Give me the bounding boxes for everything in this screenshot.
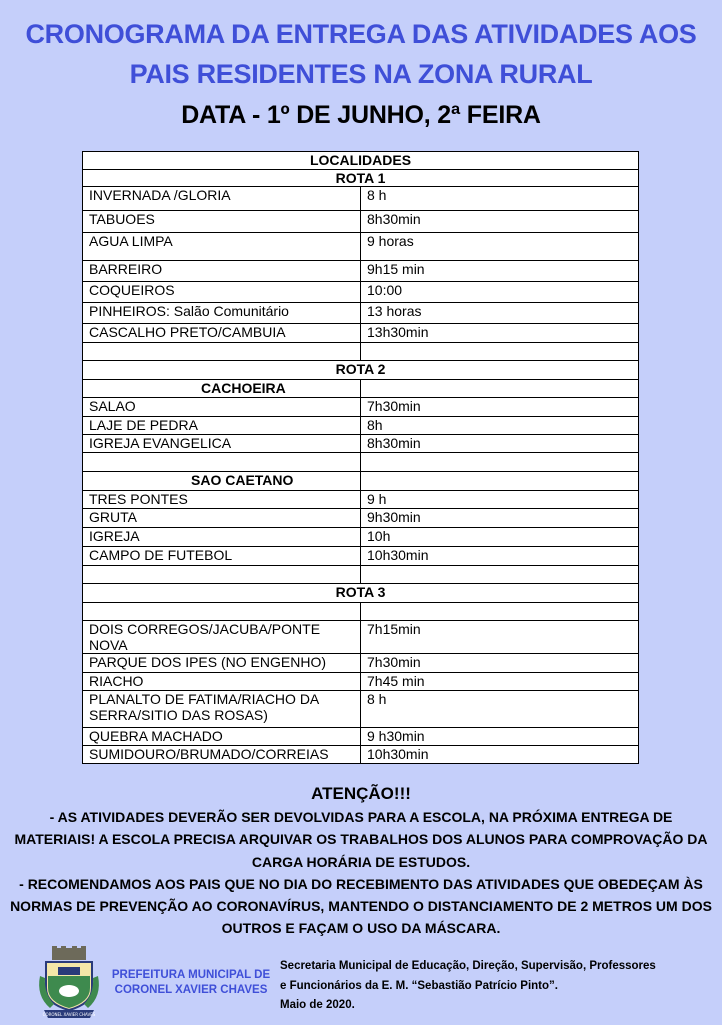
- time-cell: 13 horas: [361, 303, 639, 324]
- schedule-table-container: [82, 151, 639, 764]
- note-prevention: - RECOMENDAMOS AOS PAIS QUE NO DIA DO RECEBIMENTO DAS ATIVIDADES QUE OBEDEÇAM ÀS NORMAS DE PREVENÇÃO AO CORONAVÍRUS, MANTENDO O DISTANCIAMENTO DE 2 METROS UM DOS OUTROS E FAÇAM O USO DA MÁSCARA.: [10, 875, 712, 937]
- table-row: [83, 509, 639, 528]
- time-cell: 7h45 min: [361, 673, 639, 691]
- table-row: [83, 233, 639, 261]
- empty-row: [83, 343, 639, 361]
- table-row: [83, 728, 639, 746]
- title-line-2: PAIS RESIDENTES NA ZONA RURAL: [129, 59, 593, 89]
- empty-row: [83, 453, 639, 472]
- place-cell: QUEBRA MACHADO: [83, 728, 361, 746]
- attention-heading: ATENÇÃO!!!: [311, 784, 411, 803]
- signature-line-2: e Funcionários da E. M. “Sebastião Patrício Pinto”.: [280, 979, 558, 992]
- place-cell: TRES PONTES: [83, 491, 361, 509]
- place-cell: COQUEIROS: [83, 282, 361, 303]
- place-cell: DOIS CORREGOS/JACUBA/PONTE NOVA: [83, 621, 361, 654]
- signature-line-1: Secretaria Municipal de Educação, Direção, Supervisão, Professores: [280, 960, 656, 972]
- place-cell: CASCALHO PRETO/CAMBUIA: [83, 324, 361, 343]
- place-cell: AGUA LIMPA: [83, 233, 361, 261]
- time-cell: 8h: [361, 417, 639, 435]
- time-cell: 9h30min: [361, 509, 639, 528]
- time-cell: 7h15min: [361, 621, 639, 654]
- table-row: [83, 435, 639, 453]
- place-cell: PINHEIROS: Salão Comunitário: [83, 303, 361, 324]
- group-row: [83, 380, 639, 398]
- table-row: [83, 547, 639, 566]
- route-2-label: ROTA 2: [83, 361, 639, 380]
- place-cell: LAJE DE PEDRA: [83, 417, 361, 435]
- schedule-table: [82, 151, 639, 764]
- route-3-label: ROTA 3: [83, 584, 639, 603]
- empty-row: [83, 603, 639, 621]
- place-cell: PARQUE DOS IPES (NO ENGENHO): [83, 654, 361, 673]
- localidades-heading: LOCALIDADES: [83, 152, 639, 170]
- attention-notes: [8, 806, 714, 940]
- table-row: [83, 398, 639, 417]
- place-cell: RIACHO: [83, 673, 361, 691]
- route-row: [83, 170, 639, 187]
- table-row: [83, 417, 639, 435]
- table-row: [83, 528, 639, 547]
- time-cell: 8 h: [361, 187, 639, 211]
- table-row: [83, 187, 639, 211]
- time-cell: 7h30min: [361, 654, 639, 673]
- time-cell: 10h30min: [361, 547, 639, 566]
- time-cell: 8h30min: [361, 211, 639, 233]
- signature-date: Maio de 2020.: [280, 999, 355, 1011]
- table-row: [83, 621, 639, 654]
- table-row: [83, 673, 639, 691]
- time-cell: 8h30min: [361, 435, 639, 453]
- table-row: [83, 303, 639, 324]
- route-1-label: ROTA 1: [83, 170, 639, 187]
- group-sao-caetano-label: SAO CAETANO: [83, 472, 361, 491]
- empty-row: [83, 566, 639, 584]
- group-row: [83, 472, 639, 491]
- municipal-crest-logo: [36, 946, 102, 1020]
- table-row: [83, 491, 639, 509]
- place-cell: TABUOES: [83, 211, 361, 233]
- prefeitura-line-1: PREFEITURA MUNICIPAL DE: [111, 969, 271, 981]
- time-cell: 9 horas: [361, 233, 639, 261]
- time-cell: 7h30min: [361, 398, 639, 417]
- place-cell: IGREJA: [83, 528, 361, 547]
- table-row: [83, 261, 639, 282]
- table-row: [83, 211, 639, 233]
- place-cell: SALAO: [83, 398, 361, 417]
- place-cell: INVERNADA /GLORIA: [83, 187, 361, 211]
- table-row: [83, 324, 639, 343]
- time-cell: 9h15 min: [361, 261, 639, 282]
- place-cell: CAMPO DE FUTEBOL: [83, 547, 361, 566]
- prefeitura-line-2: CORONEL XAVIER CHAVES: [114, 984, 268, 996]
- time-cell: 10:00: [361, 282, 639, 303]
- place-cell: BARREIRO: [83, 261, 361, 282]
- route-row: [83, 361, 639, 380]
- crest-text: CORONEL XAVIER CHAVES: [42, 1012, 96, 1017]
- place-cell: GRUTA: [83, 509, 361, 528]
- time-cell: 13h30min: [361, 324, 639, 343]
- table-row: [83, 691, 639, 728]
- table-row: [83, 282, 639, 303]
- time-cell: 9 h: [361, 491, 639, 509]
- place-cell: SUMIDOURO/BRUMADO/CORREIAS: [83, 746, 361, 764]
- page-title: [0, 14, 722, 94]
- table-row: [83, 746, 639, 764]
- table-row: [83, 654, 639, 673]
- prefeitura-name: [108, 968, 274, 998]
- time-cell: 10h30min: [361, 746, 639, 764]
- route-row: [83, 584, 639, 603]
- table-heading-row: [83, 152, 639, 170]
- place-cell: PLANALTO DE FATIMA/RIACHO DA SERRA/SITIO DAS ROSAS): [83, 691, 361, 728]
- time-cell: 10h: [361, 528, 639, 547]
- time-cell: 9 h30min: [361, 728, 639, 746]
- place-cell: IGREJA EVANGELICA: [83, 435, 361, 453]
- time-cell: 8 h: [361, 691, 639, 728]
- group-cachoeira-label: CACHOEIRA: [83, 380, 361, 398]
- date-heading: DATA - 1º DE JUNHO, 2ª FEIRA: [181, 101, 541, 129]
- signature-block: [280, 957, 720, 1016]
- title-line-1: CRONOGRAMA DA ENTREGA DAS ATIVIDADES AOS: [25, 19, 697, 49]
- note-return-activities: - AS ATIVIDADES DEVERÃO SER DEVOLVIDAS PARA A ESCOLA, NA PRÓXIMA ENTREGA DE MATERIAIS! A ESCOLA PRECISA ARQUIVAR OS TRABALHOS DOS ALUNOS PARA COMPROVAÇÃO DA CARGA HORÁRIA DE ESTUDOS.: [14, 809, 708, 870]
